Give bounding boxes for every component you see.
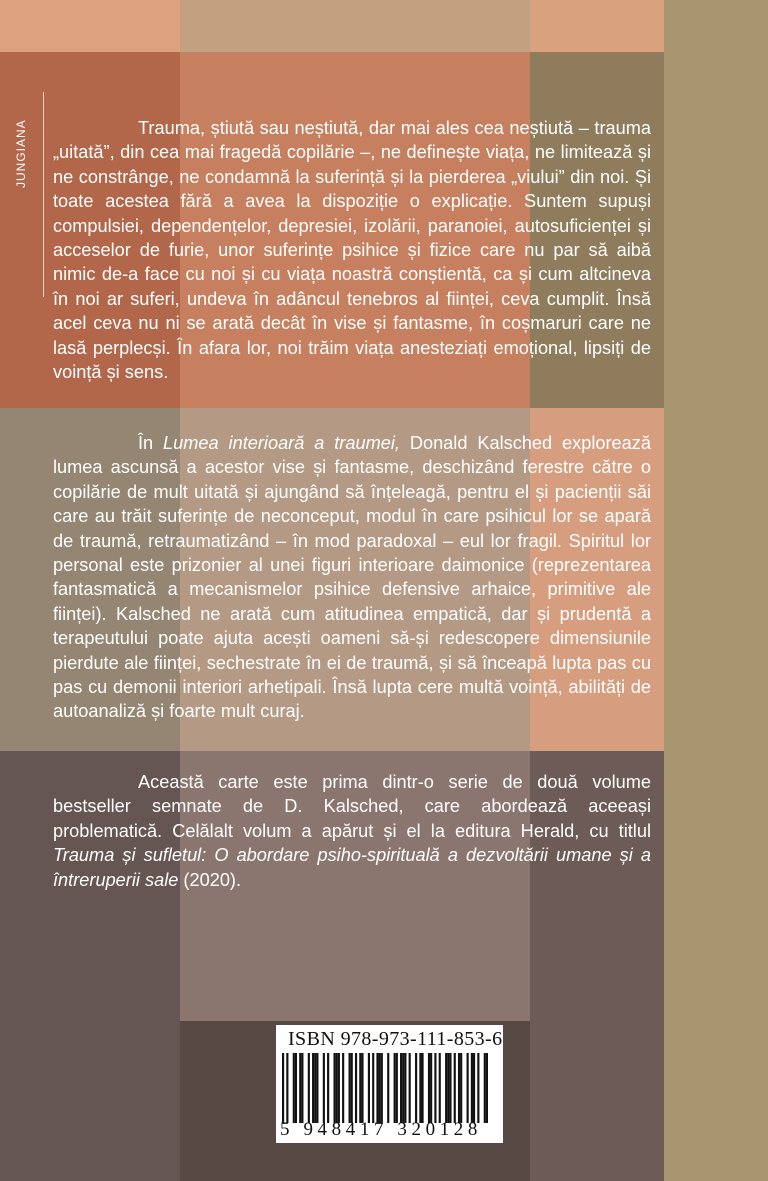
barcode-bar bbox=[396, 1053, 398, 1123]
paragraph-2-text bbox=[53, 431, 651, 724]
series-label: JUNGIANA bbox=[14, 119, 28, 188]
barcode-bar bbox=[293, 1053, 295, 1123]
barcode-bar bbox=[312, 1053, 314, 1123]
barcode-bar bbox=[409, 1053, 411, 1123]
barcode-bar bbox=[458, 1053, 460, 1123]
barcode-bar bbox=[471, 1053, 473, 1123]
barcode-bar bbox=[316, 1053, 318, 1123]
barcode-bar bbox=[338, 1053, 340, 1123]
blurb-paragraph-3 bbox=[53, 770, 651, 892]
barcode-bar bbox=[460, 1053, 462, 1123]
paragraph-2-body: Donald Kalsched explorează lumea ascunsă a acestor vise și fantasme, deschizând ferestre către o copilărie de mult uitată și ajungând să înțeleagă, pentru el și pacienții săi care au trăit suferințe de neconceput, modul în care psihicul lor se apară de traumă, retraumatizând – în mod paradoxal – eul lor fragil. Spiritul lor personal este prizonier al unei figuri interioare daimonice (reprezentarea fantasmatică a mecanismelor psihice defensive arhaice, primitive ale ființei). Kalsched ne arată cum atitudinea empatică, dar și prudentă a terapeutului poate ajuta acești oameni să-și redescopere dimensiunile pierdute ale ființei, sechestrate în ei de traumă, și să înceapă lupta pas cu pas cu demonii interiori arhetipali. Însă lupta cere multă voință, abilități de autoanaliză și foarte mult curaj. bbox=[53, 433, 651, 722]
paragraph-2-lead: În bbox=[138, 433, 164, 453]
barcode-bar bbox=[404, 1053, 406, 1123]
barcode-bar bbox=[467, 1053, 469, 1123]
barcode-bar bbox=[368, 1053, 370, 1123]
blurb-paragraph-2 bbox=[53, 431, 651, 724]
paragraph-1-text: Trauma, știută sau neștiută, dar mai ales cea neștiută – trauma „uitată”, din cea mai fragedă copilărie –, ne definește viața, ne limitează și ne constrânge, ne condamnă la suferință și la pierderea „viului” din noi. Și toate acestea fără a avea la dispoziție o explicație. Suntem supuși compulsiei, dependențelor, depresiei, izolării, paranoiei, autosuficienței și acceselor de furie, unor suferințe psihice și fizice care nu par să aibă nimic de-a face cu noi și cu viața noastră conștientă, ca și cum altcineva în noi ar suferi, undeva în adâncul tenebros al ființei, ceva cumplit. Însă acel ceva nu ni se arată decât în vise și fantasme, în coșmaruri care ne lasă perplecși. În afara lor, noi trăim viața anesteziați emoțional, lipsiți de voință și sens. bbox=[53, 118, 651, 383]
barcode-bar bbox=[447, 1053, 449, 1123]
paragraph-3-text bbox=[53, 770, 651, 892]
ean-digits: 5 948417 320128 bbox=[280, 1119, 482, 1140]
barcode-bar bbox=[430, 1053, 432, 1123]
barcode-bar bbox=[282, 1053, 284, 1123]
barcode-bar bbox=[359, 1053, 361, 1123]
isbn-barcode bbox=[276, 1025, 503, 1143]
barcode-bar bbox=[299, 1053, 301, 1123]
barcode-bar bbox=[286, 1053, 288, 1123]
isbn-number: ISBN 978-973-111-853-6 bbox=[288, 1028, 503, 1050]
barcode-bar bbox=[376, 1053, 378, 1123]
barcode-bar bbox=[439, 1053, 441, 1123]
barcode-bar bbox=[421, 1053, 423, 1123]
barcode-bar bbox=[301, 1053, 303, 1123]
paragraph-3-lead: Această carte este prima dintr-o serie de două volume bestseller semnate de D. Kalsched, care abordează aceeași problematică. Celălalt volum a apărut și el la editura Herald, cu titlul bbox=[53, 772, 651, 841]
book-title: Lumea interioară a traumei, bbox=[163, 433, 400, 453]
bg-block-olive-right-column bbox=[664, 0, 768, 1181]
barcode-bar bbox=[295, 1053, 297, 1123]
barcode-bar bbox=[486, 1053, 488, 1123]
barcode-bar bbox=[400, 1053, 402, 1123]
barcode-bar bbox=[394, 1053, 396, 1123]
barcode-bar bbox=[473, 1053, 475, 1123]
barcode-bar bbox=[372, 1053, 374, 1123]
barcode-bar bbox=[387, 1053, 389, 1123]
barcode-bar bbox=[434, 1053, 436, 1123]
barcode-bar bbox=[361, 1053, 363, 1123]
barcode-bar bbox=[308, 1053, 310, 1123]
barcode-bars bbox=[282, 1053, 488, 1123]
bg-block-peach-top-right bbox=[530, 0, 664, 52]
barcode-bar bbox=[415, 1053, 417, 1123]
barcode-bar bbox=[419, 1053, 421, 1123]
barcode-bar bbox=[428, 1053, 430, 1123]
barcode-bar bbox=[342, 1053, 344, 1123]
barcode-bar bbox=[327, 1053, 329, 1123]
barcode-bar bbox=[323, 1053, 325, 1123]
barcode-bar bbox=[477, 1053, 479, 1123]
barcode-bar bbox=[454, 1053, 456, 1123]
companion-book-title: Trauma și sufletul: O abordare psiho-spirituală a dezvoltării umane și a întreruperii sale bbox=[53, 845, 651, 890]
paragraph-3-year: (2020). bbox=[178, 869, 242, 890]
series-divider bbox=[43, 92, 44, 297]
blurb-paragraph-1 bbox=[53, 116, 651, 384]
barcode-bar bbox=[381, 1053, 383, 1123]
barcode-bar bbox=[334, 1053, 336, 1123]
barcode-bar bbox=[445, 1053, 447, 1123]
barcode-bar bbox=[349, 1053, 351, 1123]
barcode-bar bbox=[449, 1053, 451, 1123]
barcode-bar bbox=[351, 1053, 353, 1123]
barcode-bar bbox=[484, 1053, 486, 1123]
bg-block-peach-top-left bbox=[0, 0, 180, 52]
barcode-bar bbox=[336, 1053, 338, 1123]
barcode-bar bbox=[379, 1053, 381, 1123]
barcode-bar bbox=[355, 1053, 357, 1123]
barcode-bar bbox=[314, 1053, 316, 1123]
barcode-bar bbox=[402, 1053, 404, 1123]
bg-block-tan-top bbox=[180, 0, 530, 52]
